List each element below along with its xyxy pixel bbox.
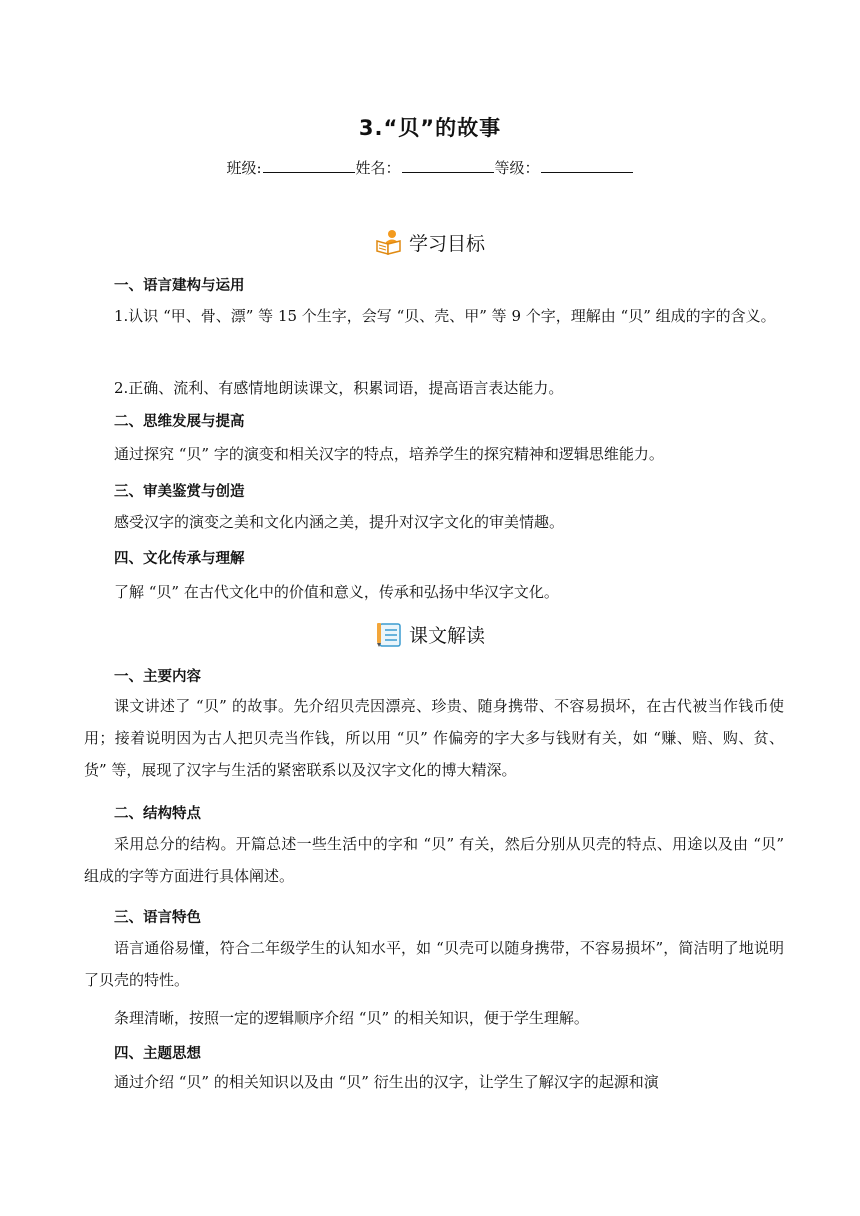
analysis-1-heading: 一、主要内容 [114, 669, 201, 685]
grade-label: 等级： [494, 159, 540, 177]
section-learning-goals-heading [0, 228, 860, 261]
section-text-analysis-heading [0, 620, 860, 653]
name-label: 姓名： [355, 159, 401, 177]
goal-2-paragraph: 通过探究 “贝” 字的演变和相关汉字的特点，培养学生的探究精神和逻辑思维能力。 [114, 445, 664, 463]
goal-3-paragraph: 感受汉字的演变之美和文化内涵之美，提升对汉字文化的审美情趣。 [114, 513, 565, 531]
reading-person-icon [375, 228, 403, 256]
analysis-4-paragraph: 通过介绍 “贝” 的相关知识以及由 “贝” 衍生出的汉字，让学生了解汉字的起源和演 [114, 1073, 659, 1091]
student-info-line [0, 157, 860, 178]
analysis-3-paragraph-2: 条理清晰，按照一定的逻辑顺序介绍 “贝” 的相关知识，便于学生理解。 [114, 1009, 589, 1027]
goal-4-heading: 四、文化传承与理解 [114, 551, 245, 567]
class-label: 班级: [226, 159, 262, 177]
goal-1-heading: 一、语言建构与运用 [114, 278, 245, 294]
analysis-2-paragraph: 采用总分的结构。开篇总述一些生活中的字和 “贝” 有关，然后分别从贝壳的特点、用途以及由 “贝” 组成的字等方面进行具体阐述。 [84, 835, 784, 885]
document-title: 3.“贝”的故事 [358, 116, 502, 140]
goal-2-heading: 二、思维发展与提高 [114, 414, 245, 430]
section-learning-goals-title: 学习目标 [408, 232, 485, 255]
analysis-2-heading: 二、结构特点 [114, 806, 201, 822]
class-blank[interactable] [263, 158, 355, 173]
section-text-analysis-title: 课文解读 [408, 624, 485, 647]
goal-4-paragraph: 了解 “贝” 在古代文化中的价值和意义，传承和弘扬中华汉字文化。 [114, 583, 559, 601]
analysis-1-paragraph: 课文讲述了 “贝” 的故事。先介绍贝壳因漂亮、珍贵、随身携带、不容易损坏，在古代被当作钱币使用；接着说明因为古人把贝壳当作钱，所以用 “贝” 作偏旁的字大多与钱财有关，如 “赚、赔、购、贫、货” 等，展现了汉字与生活的紧密联系以及汉字文化的博大精深。 [84, 697, 784, 779]
analysis-3-paragraph-1: 语言通俗易懂，符合二年级学生的认知水平，如 “贝壳可以随身携带，不容易损坏”，简洁明了地说明了贝壳的特性。 [84, 939, 784, 989]
goal-3-heading: 三、审美鉴赏与创造 [114, 484, 245, 500]
analysis-4-heading: 四、主题思想 [114, 1046, 201, 1062]
analysis-3-heading: 三、语言特色 [114, 910, 201, 926]
name-blank[interactable] [402, 158, 494, 173]
goal-1-paragraph-1: 1.认识 “甲、骨、漂” 等 15 个生字，会写 “贝、壳、甲” 等 9 个字，理解由 “贝” 组成的字的含义。 [114, 307, 776, 325]
goal-1-paragraph-2: 2.正确、流利、有感情地朗读课文，积累词语，提高语言表达能力。 [114, 379, 564, 397]
grade-blank[interactable] [541, 158, 633, 173]
notebook-pen-icon [375, 620, 403, 648]
